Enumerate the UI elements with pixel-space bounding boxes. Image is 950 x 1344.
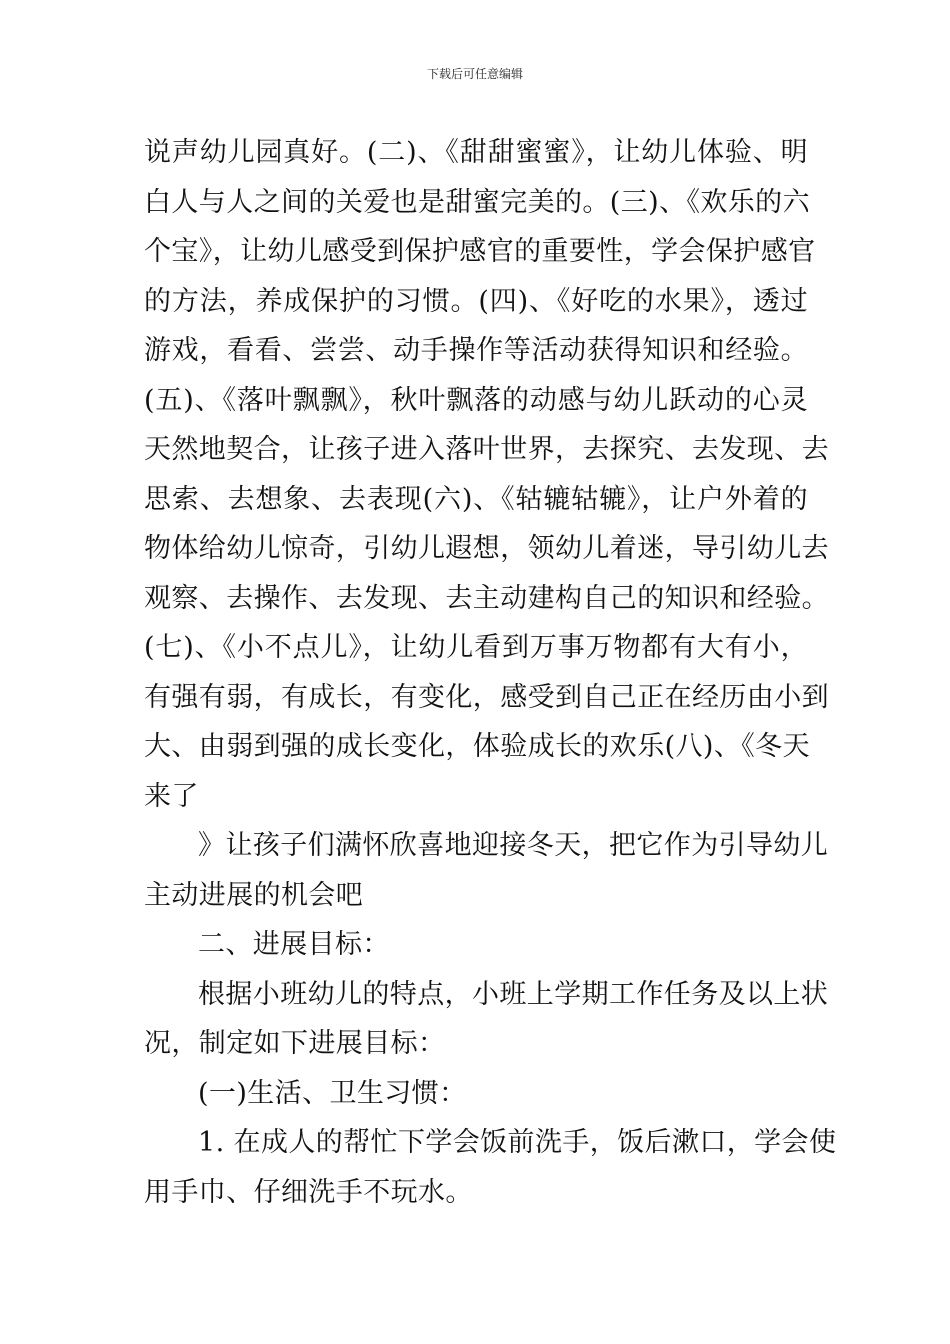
text-line: 观察、去操作、去发现、去主动建构自己的知识和经验。 xyxy=(144,582,829,614)
page-header: 下载后可任意编辑 xyxy=(426,67,523,81)
text-line: 来了 xyxy=(144,780,199,812)
text-line: 物体给幼儿惊奇，引幼儿遐想，领幼儿着迷，导引幼儿去 xyxy=(144,533,829,564)
list-item: 1. 在成人的帮忙下学会饭前洗手，饭后漱口，学会使 xyxy=(198,1127,837,1158)
text-line: 主动进展的机会吧 xyxy=(144,879,364,911)
text-line: 大、由弱到强的成长变化，体验成长的欢乐(八)、《冬天 xyxy=(144,731,810,762)
text-line: 游戏，看看、尝尝、动手操作等活动获得知识和经验。 xyxy=(144,335,808,366)
text-line: 说声幼儿园真好。(二)、《甜甜蜜蜜》，让幼儿体验、明 xyxy=(144,137,808,168)
text-line: 的方法，养成保护的习惯。(四)、《好吃的水果》，透过 xyxy=(144,285,808,317)
text-line: 用手巾、仔细洗手不玩水。 xyxy=(144,1176,473,1208)
text-line: 思索、去想象、去表现(六)、《轱辘轱辘》，让户外着的 xyxy=(144,483,808,515)
subsection-heading: (一)生活、卫生习惯： xyxy=(198,1077,467,1109)
text-line: (五)、《落叶飘飘》，秋叶飘落的动感与幼儿跃动的心灵 xyxy=(144,384,808,416)
text-line: (七)、《小不点儿》，让幼儿看到万事万物都有大有小， xyxy=(144,632,808,663)
text-line: 个宝》，让幼儿感受到保护感官的重要性，学会保护感官 xyxy=(144,236,816,267)
text-line: 有强有弱，有成长，有变化，感受到自己正在经历由小到 xyxy=(144,681,829,713)
text-line: 况，制定如下进展目标： xyxy=(144,1028,446,1059)
text-line: 天然地契合，让孩子进入落叶世界，去探究、去发现、去 xyxy=(144,434,829,465)
body-text xyxy=(144,128,837,1217)
text-line: 》让孩子们满怀欣喜地迎接冬天，把它作为引导幼儿 xyxy=(198,830,829,861)
section-heading: 二、进展目标： xyxy=(198,929,390,960)
text-line: 根据小班幼儿的特点，小班上学期工作任务及以上状 xyxy=(198,978,829,1010)
text-line: 白人与人之间的关爱也是甜蜜完美的。(三)、《欢乐的六 xyxy=(144,186,810,218)
